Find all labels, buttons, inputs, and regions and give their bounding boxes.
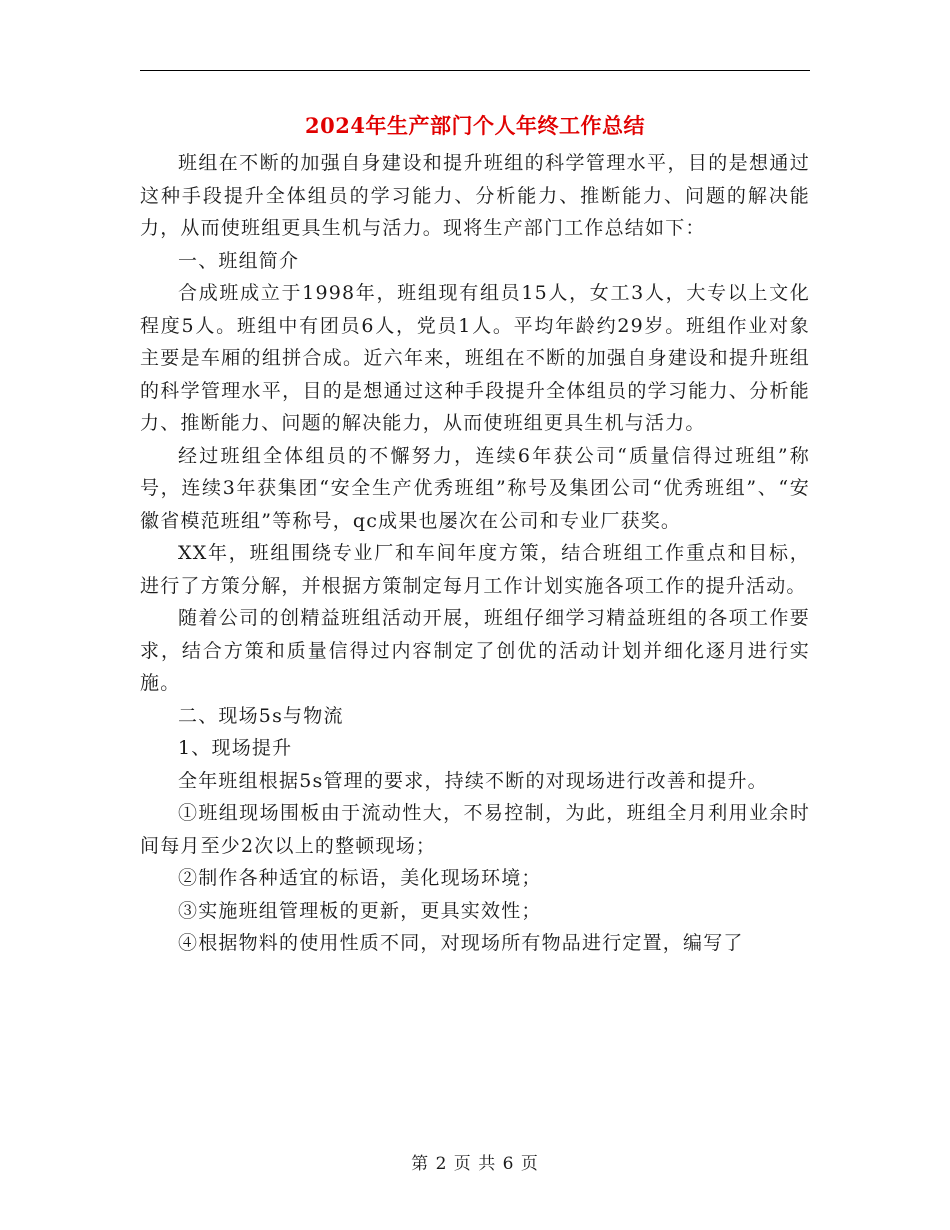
paragraph: 随着公司的创精益班组活动开展，班组仔细学习精益班组的各项工作要求，结合方策和质量信得过内容制定了创优的活动计划并细化逐月进行实施。 [140,607,810,694]
list-item: ①班组现场围板由于流动性大，不易控制，为此，班组全月利用业余时间每月至少2次以上的整顿现场； [140,802,810,857]
page-number: 第 2 页 共 6 页 [411,1154,539,1174]
list-item: ③实施班组管理板的更新，更具实效性； [178,899,542,922]
paragraph: 全年班组根据5s管理的要求，持续不断的对现场进行改善和提升。 [178,769,768,792]
paragraph: 经过班组全体组员的不懈努力，连续6年获公司“质量信得过班组”称号，连续3年获集团“安全生产优秀班组”称号及集团公司“优秀班组”、“安徽省模范班组”等称号，qc成果也屡次在公司和专业厂获奖。 [140,444,810,532]
document-body [140,147,810,960]
paragraph: 合成班成立于1998年，班组现有组员15人，女工3人，大专以上文化程度5人。班组中有团员6人，党员1人。平均年龄约29岁。班组作业对象主要是车厢的组拼合成。近六年来，班组在不断的加强自身建设和提升班组的科学管理水平，目的是想通过这种手段提升全体组员的学习能力、分析能力、推断能力、问题的解决能力，从而使班组更具生机与活力。 [140,282,810,434]
section-heading: 一、班组简介 [178,249,300,272]
subsection-heading: 1、现场提升 [178,737,293,759]
paragraph: 班组在不断的加强自身建设和提升班组的科学管理水平，目的是想通过这种手段提升全体组员的学习能力、分析能力、推断能力、问题的解决能力，从而使班组更具生机与活力。现将生产部门工作总结如下： [140,152,810,239]
list-item: ②制作各种适宜的标语，美化现场环境； [178,867,542,889]
document-title: 2024年生产部门个人年终工作总结 [305,113,645,138]
paragraph: XX年，班组围绕专业厂和车间年度方策，结合班组工作重点和目标，进行了方策分解，并根据方策制定每月工作计划实施各项工作的提升活动。 [140,542,810,597]
section-heading: 二、现场5s与物流 [178,704,344,727]
list-item: ④根据物料的使用性质不同，对现场所有物品进行定置，编写了 [178,932,744,954]
header-rule [140,70,810,71]
